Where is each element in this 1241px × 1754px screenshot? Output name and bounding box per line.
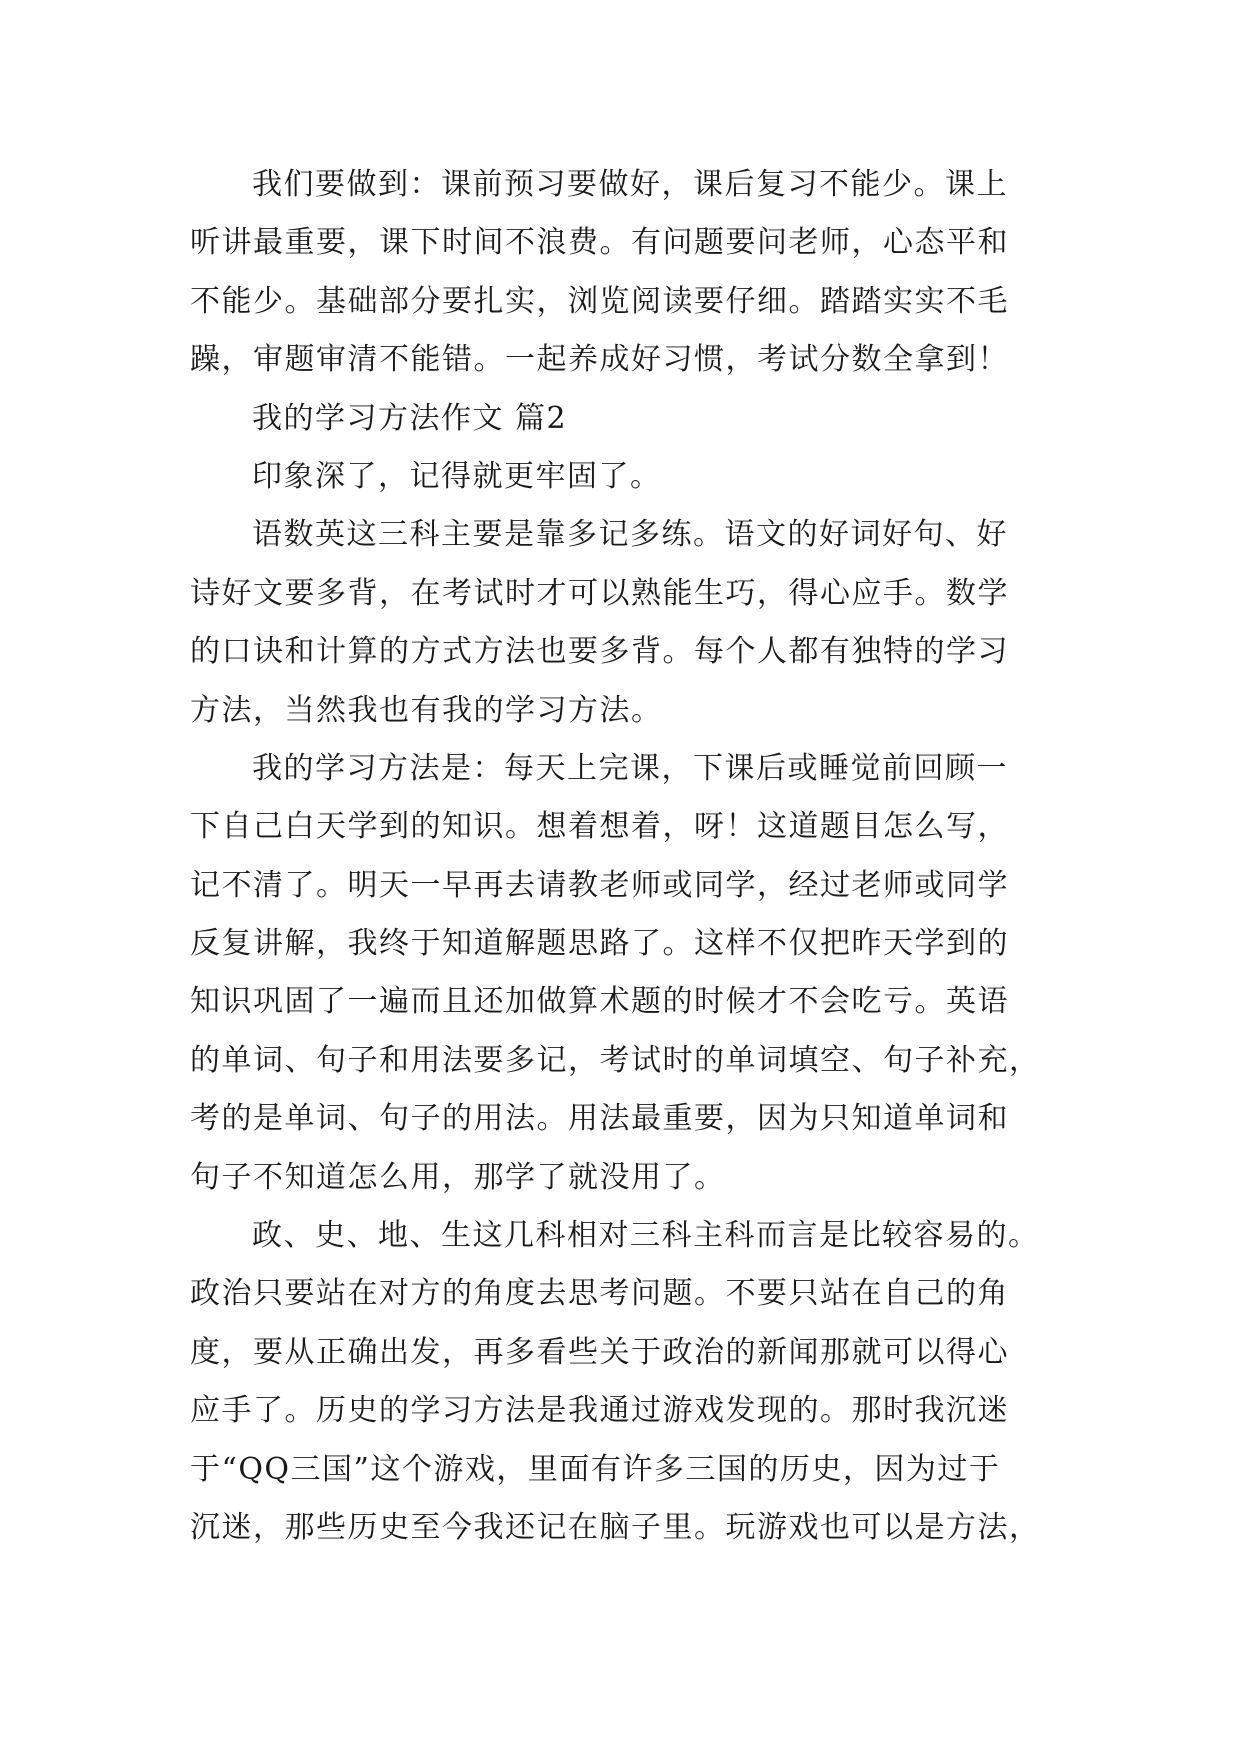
text-line: 于“QQ三国”这个游戏，里面有许多三国的历史，因为过于 bbox=[190, 1451, 1001, 1487]
text-line: 句子不知道怎么用，那学了就没用了。 bbox=[190, 1159, 726, 1195]
paragraph-study-rules bbox=[190, 156, 1070, 390]
paragraph-impression bbox=[190, 448, 1070, 506]
paragraph-main-subjects bbox=[190, 506, 1070, 740]
text-line: 应手了。历史的学习方法是我通过游戏发现的。那时我沉迷 bbox=[190, 1393, 1009, 1429]
text-line: 考的是单词、句子的用法。用法最重要，因为只知道单词和 bbox=[190, 1101, 1009, 1137]
text-line: 政、史、地、生这几科相对三科主科而言是比较容易的。 bbox=[252, 1218, 1040, 1254]
text-line: 的口诀和计算的方式方法也要多背。每个人都有独特的学习 bbox=[190, 634, 1009, 670]
text-line: 我的学习方法是：每天上完课，下课后或睡觉前回顾一 bbox=[252, 750, 1008, 786]
text-line: 反复讲解，我终于知道解题思路了。这样不仅把昨天学到的 bbox=[190, 926, 1009, 962]
text-line: 政治只要站在对方的角度去思考问题。不要只站在自己的角 bbox=[190, 1276, 1009, 1312]
section-title: 我的学习方法作文 篇2 bbox=[252, 400, 568, 436]
text-line: 不能少。基础部分要扎实，浏览阅读要仔细。踏踏实实不毛 bbox=[190, 283, 1009, 319]
text-line: 的单词、句子和用法要多记，考试时的单词填空、句子补充， bbox=[190, 1042, 1041, 1078]
text-line: 语数英这三科主要是靠多记多练。语文的好词好句、好 bbox=[252, 517, 1008, 553]
paragraph-my-method bbox=[190, 740, 1070, 1207]
document-body bbox=[190, 156, 1070, 1557]
paragraph-minor-subjects bbox=[190, 1207, 1070, 1557]
text-line: 沉迷，那些历史至今我还记在脑子里。玩游戏也可以是方法， bbox=[190, 1509, 1041, 1545]
text-line: 听讲最重要，课下时间不浪费。有问题要问老师，心态平和 bbox=[190, 225, 1009, 261]
text-line: 方法，当然我也有我的学习方法。 bbox=[190, 692, 663, 728]
text-line: 下自己白天学到的知识。想着想着，呀！这道题目怎么写， bbox=[190, 809, 1009, 845]
text-line: 知识巩固了一遍而且还加做算术题的时候才不会吃亏。英语 bbox=[190, 984, 1009, 1020]
text-line: 印象深了，记得就更牢固了。 bbox=[252, 458, 662, 494]
text-line: 我们要做到：课前预习要做好，课后复习不能少。课上 bbox=[252, 167, 1008, 202]
text-line: 诗好文要多背，在考试时才可以熟能生巧，得心应手。数学 bbox=[190, 575, 1009, 611]
text-line: 躁，审题审清不能错。一起养成好习惯，考试分数全拿到！ bbox=[190, 342, 1009, 378]
section-heading bbox=[190, 390, 1070, 448]
text-line: 度，要从正确出发，再多看些关于政治的新闻那就可以得心 bbox=[190, 1334, 1009, 1370]
text-line: 记不清了。明天一早再去请教老师或同学，经过老师或同学 bbox=[190, 867, 1009, 903]
